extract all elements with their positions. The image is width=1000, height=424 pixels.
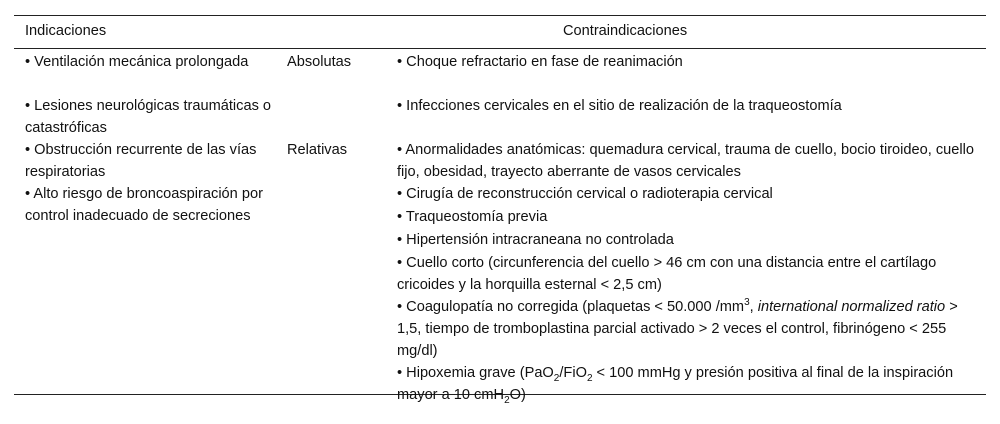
relative-item-coagulopathy [397, 297, 982, 362]
text-part: O) [509, 386, 526, 403]
relative-item: • Cirugía de reconstrucción cervical o radioterapia cervical [397, 186, 773, 202]
relative-item: • Cuello corto (circunferencia del cuello > 46 cm con una distancia entre el cartílago cricoides y la horquilla esternal < 2,5 cm) [397, 255, 937, 293]
indication-item: • Lesiones neurológicas traumáticas o catastróficas [25, 98, 272, 136]
text-part: > 1,5, tiempo de tromboplastina parcial activado > 2 veces el control, fibrinógeno < 255 mg/dl) [397, 299, 958, 359]
subscript: 2 [553, 372, 560, 384]
indication-item: • Alto riesgo de broncoaspiración por control inadecuado de secreciones [25, 186, 263, 224]
indication-item: • Obstrucción recurrente de las vías respiratorias [25, 142, 257, 180]
table [14, 15, 986, 406]
relative-item: • Traqueostomía previa [397, 209, 548, 225]
header-indications: Indicaciones [25, 23, 107, 39]
text-part: • Hipoxemia grave (PaO [397, 365, 554, 381]
category-absolute: Absolutas [287, 54, 352, 70]
header-contraindications: Contraindicaciones [563, 23, 688, 39]
absolute-item: • Infecciones cervicales en el sitio de realización de la traqueostomía [397, 98, 842, 114]
category-relative: Relativas [287, 142, 348, 158]
italic-text: international normalized ratio [757, 299, 946, 315]
table-body [14, 49, 986, 406]
table-header [14, 16, 986, 48]
text-part: /FiO [559, 365, 587, 381]
subscript: 2 [504, 394, 510, 406]
subscript: 2 [586, 372, 593, 384]
indication-item: • Ventilación mecánica prolongada [25, 54, 249, 70]
text-part: < 100 mmHg y presión positiva al final de la inspiración mayor a 10 cmH [397, 365, 954, 403]
text-part: , [749, 299, 758, 315]
relative-item: • Anormalidades anatómicas: quemadura cervical, trauma de cuello, bocio tiroideo, cuello fijo, obesidad, trayecto aberrante de vasos cervicales [397, 142, 975, 180]
text-part: • Coagulopatía no corregida (plaquetas < 50.000 /mm [397, 299, 745, 315]
absolute-item: • Choque refractario en fase de reanimación [397, 54, 683, 70]
superscript: 3 [744, 297, 750, 309]
relative-item: • Hipertensión intracraneana no controlada [397, 232, 674, 248]
relative-item-hypoxemia [397, 363, 982, 407]
